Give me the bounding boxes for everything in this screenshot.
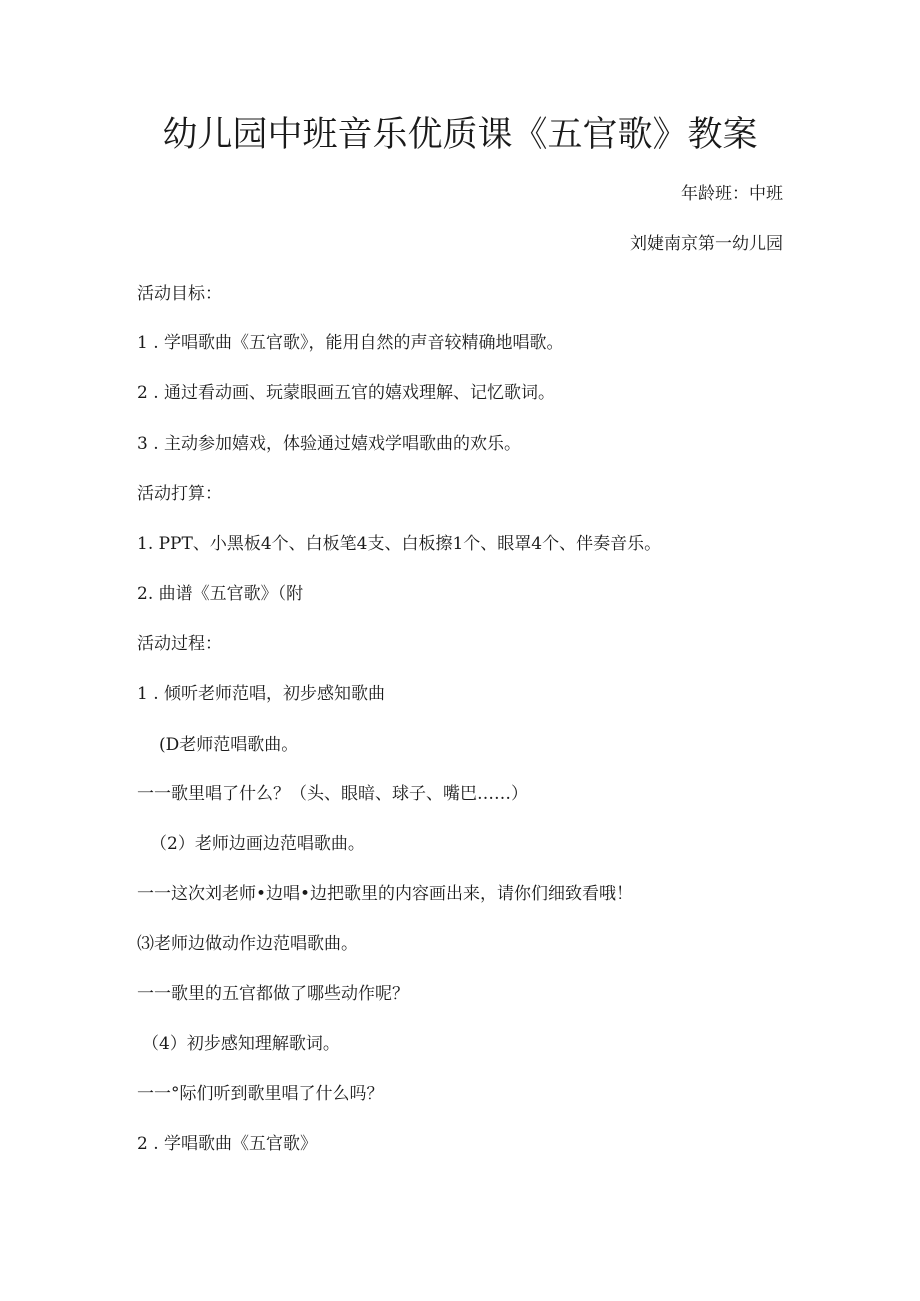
document-title: 幼儿园中班音乐优质课《五官歌》教案 [162,115,758,155]
author-line: 刘婕南京第一幼儿园 [630,234,783,254]
grade-line: 年龄班：中班 [681,184,783,204]
prep-item-2: 2. 曲谱《五官歌》（附 [137,584,304,604]
section-heading-goals: 活动目标： [137,284,222,304]
process-question-3: 一一歌里的五官都做了哪些动作呢？ [137,984,409,1004]
goal-item-1: 1 . 学唱歌曲《五官歌》，能用自然的声音较精确地唱歌。 [137,333,564,353]
prep-item-1: 1. PPT、小黑板4个、白板笔4支、白板擦1个、眼罩4个、伴奏音乐。 [137,534,662,554]
section-heading-process: 活动过程： [137,634,222,654]
process-question-2: 一一这次刘老师•边唱•边把歌里的内容画出来，请你们细致看哦！ [137,884,634,904]
process-substep-3: ⑶老师边做动作边范唱歌曲。 [137,934,358,954]
section-heading-preparation: 活动打算： [137,484,222,504]
process-question-1: 一一歌里唱了什么？（头、眼暗、球子、嘴巴……） [137,784,528,804]
goal-item-3: 3 . 主动参加嬉戏，体验通过嬉戏学唱歌曲的欢乐。 [137,434,522,454]
process-substep-1: (D老师范唱歌曲。 [159,735,299,755]
process-step-2: 2 . 学唱歌曲《五官歌》 [137,1134,318,1154]
process-substep-4: （4）初步感知理解歌词。 [142,1034,340,1054]
process-substep-2: （2）老师边画边范唱歌曲。 [150,834,365,854]
process-step-1: 1 . 倾听老师范唱，初步感知歌曲 [137,684,386,704]
process-question-4: 一一°际们听到歌里唱了什么吗？ [137,1084,384,1104]
goal-item-2: 2 . 通过看动画、玩蒙眼画五官的嬉戏理解、记忆歌词。 [137,383,556,403]
